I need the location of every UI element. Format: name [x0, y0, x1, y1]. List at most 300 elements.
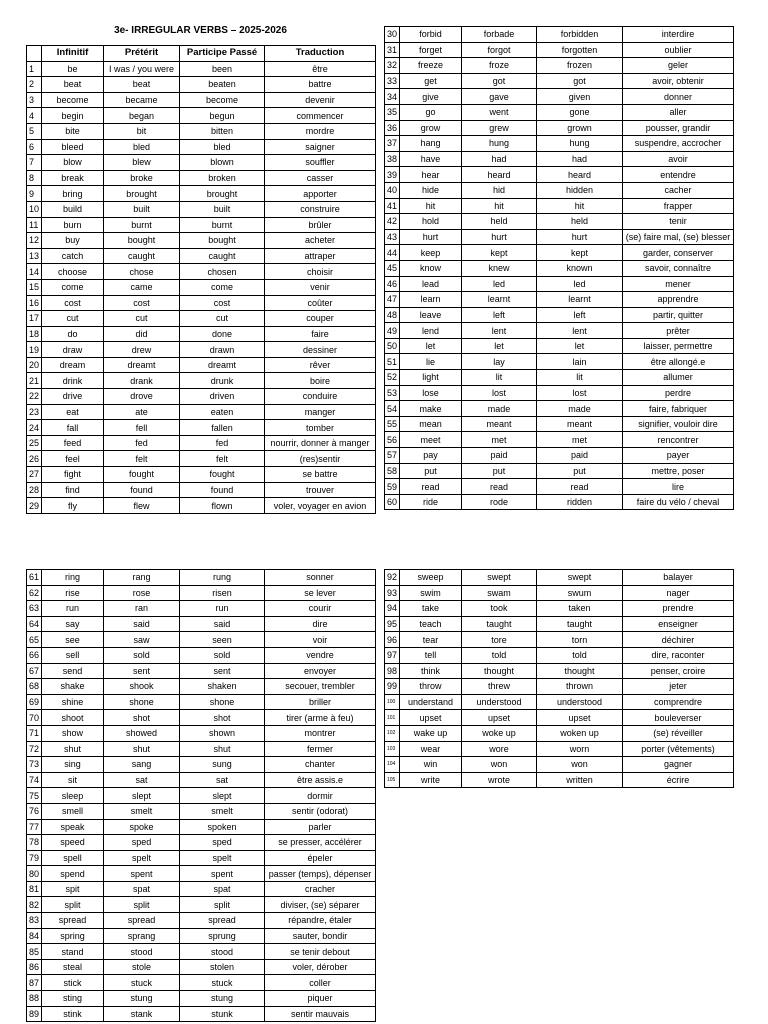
traduction-cell: allumer — [623, 370, 734, 386]
participe-cell: spoken — [180, 819, 265, 835]
preterit-cell: rode — [462, 494, 537, 510]
preterit-cell: wore — [462, 741, 537, 757]
preterit-cell: shut — [104, 741, 180, 757]
traduction-cell: partir, quitter — [623, 307, 734, 323]
infinitif-cell: spread — [42, 913, 104, 929]
participe-cell: rung — [180, 570, 265, 586]
verb-number: 64 — [27, 616, 42, 632]
verb-number: 18 — [27, 326, 42, 342]
infinitif-cell: eat — [42, 404, 104, 420]
participe-cell: had — [537, 151, 623, 167]
traduction-cell: brûler — [265, 217, 376, 233]
verb-number: 88 — [27, 991, 42, 1007]
verb-number: 49 — [385, 323, 400, 339]
participe-cell: beaten — [180, 77, 265, 93]
participe-cell: drunk — [180, 373, 265, 389]
infinitif-cell: think — [400, 663, 462, 679]
verbs-table-1 — [26, 45, 376, 514]
participe-cell: taught — [537, 616, 623, 632]
preterit-cell: broke — [104, 170, 180, 186]
table-row — [385, 89, 734, 105]
header-participe: Participe Passé — [180, 46, 265, 62]
traduction-cell: (se) réveiller — [623, 725, 734, 741]
preterit-cell: did — [104, 326, 180, 342]
table-row — [27, 944, 376, 960]
preterit-cell: sat — [104, 772, 180, 788]
table-row — [27, 373, 376, 389]
participe-cell: sent — [180, 663, 265, 679]
traduction-cell: souffler — [265, 155, 376, 171]
infinitif-cell: fall — [42, 420, 104, 436]
table-row — [27, 311, 376, 327]
table-row — [27, 170, 376, 186]
preterit-cell: began — [104, 108, 180, 124]
preterit-cell: drew — [104, 342, 180, 358]
traduction-cell: apprendre — [623, 292, 734, 308]
preterit-cell: ate — [104, 404, 180, 420]
infinitif-cell: fight — [42, 467, 104, 483]
verb-number: 43 — [385, 229, 400, 245]
verb-number: 60 — [385, 494, 400, 510]
table-row — [27, 897, 376, 913]
infinitif-cell: find — [42, 482, 104, 498]
participe-cell: sold — [180, 647, 265, 663]
preterit-cell: cut — [104, 311, 180, 327]
preterit-cell: made — [462, 401, 537, 417]
infinitif-cell: teach — [400, 616, 462, 632]
participe-cell: spread — [180, 913, 265, 929]
preterit-cell: cost — [104, 295, 180, 311]
infinitif-cell: be — [42, 61, 104, 77]
table-row — [385, 73, 734, 89]
participe-cell: swept — [537, 570, 623, 586]
traduction-cell: être allongé.e — [623, 354, 734, 370]
infinitif-cell: wake up — [400, 725, 462, 741]
table-row — [27, 264, 376, 280]
infinitif-cell: hurt — [400, 229, 462, 245]
table-row — [27, 991, 376, 1007]
verb-number: 44 — [385, 245, 400, 261]
traduction-cell: dessiner — [265, 342, 376, 358]
table-row — [27, 326, 376, 342]
preterit-cell: hung — [462, 136, 537, 152]
preterit-cell: beat — [104, 77, 180, 93]
infinitif-cell: have — [400, 151, 462, 167]
infinitif-cell: take — [400, 601, 462, 617]
preterit-cell: upset — [462, 710, 537, 726]
traduction-cell: bouleverser — [623, 710, 734, 726]
table-row — [27, 772, 376, 788]
infinitif-cell: spit — [42, 881, 104, 897]
traduction-cell: nager — [623, 585, 734, 601]
infinitif-cell: split — [42, 897, 104, 913]
traduction-cell: mener — [623, 276, 734, 292]
verb-number: 58 — [385, 463, 400, 479]
table-row — [385, 463, 734, 479]
table-row — [27, 420, 376, 436]
table-row — [385, 772, 734, 788]
table-row — [385, 338, 734, 354]
infinitif-cell: hide — [400, 182, 462, 198]
table-row — [385, 401, 734, 417]
header-preterit: Prétérit — [104, 46, 180, 62]
traduction-cell: penser, croire — [623, 663, 734, 679]
infinitif-cell: freeze — [400, 58, 462, 74]
table-row — [385, 647, 734, 663]
verb-number: 39 — [385, 167, 400, 183]
verb-number: 50 — [385, 338, 400, 354]
traduction-cell: construire — [265, 201, 376, 217]
preterit-cell: got — [462, 73, 537, 89]
table-row — [385, 260, 734, 276]
table-row — [27, 850, 376, 866]
preterit-cell: left — [462, 307, 537, 323]
header-infinitif: Infinitif — [42, 46, 104, 62]
traduction-cell: sauter, bondir — [265, 928, 376, 944]
preterit-cell: understood — [462, 694, 537, 710]
table-row — [385, 167, 734, 183]
verb-number: 51 — [385, 354, 400, 370]
verb-number: 99 — [385, 679, 400, 695]
participe-cell: told — [537, 647, 623, 663]
verb-number: 85 — [27, 944, 42, 960]
verb-number: 101 — [385, 710, 400, 726]
participe-cell: run — [180, 601, 265, 617]
participe-cell: bled — [180, 139, 265, 155]
traduction-cell: prendre — [623, 601, 734, 617]
traduction-cell: trouver — [265, 482, 376, 498]
verbs-table-4 — [384, 569, 734, 788]
infinitif-cell: light — [400, 370, 462, 386]
preterit-cell: woke up — [462, 725, 537, 741]
verb-number: 24 — [27, 420, 42, 436]
table-row — [385, 741, 734, 757]
infinitif-cell: spring — [42, 928, 104, 944]
participe-cell: spat — [180, 881, 265, 897]
traduction-cell: coller — [265, 975, 376, 991]
participe-cell: fed — [180, 435, 265, 451]
traduction-cell: secouer, trembler — [265, 679, 376, 695]
preterit-cell: hid — [462, 182, 537, 198]
infinitif-cell: run — [42, 601, 104, 617]
preterit-cell: drove — [104, 389, 180, 405]
participe-cell: shot — [180, 710, 265, 726]
traduction-cell: avoir, obtenir — [623, 73, 734, 89]
table-row — [27, 295, 376, 311]
infinitif-cell: begin — [42, 108, 104, 124]
table-row — [27, 632, 376, 648]
table-row — [27, 679, 376, 695]
infinitif-cell: know — [400, 260, 462, 276]
table-row — [27, 913, 376, 929]
infinitif-cell: put — [400, 463, 462, 479]
table-row — [385, 42, 734, 58]
verb-number: 76 — [27, 803, 42, 819]
traduction-cell: se tenir debout — [265, 944, 376, 960]
infinitif-cell: hold — [400, 214, 462, 230]
table-row — [385, 601, 734, 617]
participe-cell: gone — [537, 104, 623, 120]
table-row — [27, 819, 376, 835]
participe-cell: fought — [180, 467, 265, 483]
infinitif-cell: lend — [400, 323, 462, 339]
table-row — [27, 803, 376, 819]
participe-cell: shown — [180, 725, 265, 741]
table-row — [385, 757, 734, 773]
participe-cell: frozen — [537, 58, 623, 74]
traduction-cell: être — [265, 61, 376, 77]
traduction-cell: pousser, grandir — [623, 120, 734, 136]
participe-cell: felt — [180, 451, 265, 467]
traduction-cell: tomber — [265, 420, 376, 436]
preterit-cell: blew — [104, 155, 180, 171]
verb-number: 3 — [27, 92, 42, 108]
traduction-cell: voir — [265, 632, 376, 648]
traduction-cell: dire, raconter — [623, 647, 734, 663]
table-row — [385, 151, 734, 167]
verb-number: 98 — [385, 663, 400, 679]
traduction-cell: parler — [265, 819, 376, 835]
participe-cell: cost — [180, 295, 265, 311]
preterit-cell: spent — [104, 866, 180, 882]
table-row — [27, 616, 376, 632]
infinitif-cell: rise — [42, 585, 104, 601]
participe-cell: drawn — [180, 342, 265, 358]
traduction-cell: tirer (arme à feu) — [265, 710, 376, 726]
preterit-cell: slept — [104, 788, 180, 804]
table-row — [385, 479, 734, 495]
preterit-cell: sprang — [104, 928, 180, 944]
participe-cell: lit — [537, 370, 623, 386]
participe-cell: hit — [537, 198, 623, 214]
traduction-cell: chanter — [265, 757, 376, 773]
verb-number: 20 — [27, 357, 42, 373]
infinitif-cell: sting — [42, 991, 104, 1007]
infinitif-cell: sell — [42, 647, 104, 663]
traduction-cell: courir — [265, 601, 376, 617]
preterit-cell: went — [462, 104, 537, 120]
table-row — [27, 710, 376, 726]
table-row — [27, 451, 376, 467]
participe-cell: torn — [537, 632, 623, 648]
infinitif-cell: mean — [400, 416, 462, 432]
infinitif-cell: sing — [42, 757, 104, 773]
participe-cell: burnt — [180, 217, 265, 233]
traduction-cell: couper — [265, 311, 376, 327]
preterit-cell: hurt — [462, 229, 537, 245]
page-title: 3e- IRREGULAR VERBS – 2025-2026 — [114, 25, 287, 36]
infinitif-cell: dream — [42, 357, 104, 373]
traduction-cell: montrer — [265, 725, 376, 741]
participe-cell: forgotten — [537, 42, 623, 58]
preterit-cell: put — [462, 463, 537, 479]
verb-number: 23 — [27, 404, 42, 420]
participe-cell: understood — [537, 694, 623, 710]
preterit-cell: lent — [462, 323, 537, 339]
participe-cell: smelt — [180, 803, 265, 819]
verb-number: 9 — [27, 186, 42, 202]
verb-number: 89 — [27, 1006, 42, 1022]
participe-cell: split — [180, 897, 265, 913]
table-row — [27, 123, 376, 139]
verb-number: 14 — [27, 264, 42, 280]
verb-number: 40 — [385, 182, 400, 198]
infinitif-cell: understand — [400, 694, 462, 710]
traduction-cell: rêver — [265, 357, 376, 373]
table-row — [385, 276, 734, 292]
participe-cell: said — [180, 616, 265, 632]
verb-number: 28 — [27, 482, 42, 498]
preterit-cell: chose — [104, 264, 180, 280]
traduction-cell: laisser, permettre — [623, 338, 734, 354]
participe-cell: made — [537, 401, 623, 417]
participe-cell: sung — [180, 757, 265, 773]
preterit-cell: rose — [104, 585, 180, 601]
table-row — [27, 975, 376, 991]
preterit-cell: met — [462, 432, 537, 448]
preterit-cell: told — [462, 647, 537, 663]
traduction-cell: cracher — [265, 881, 376, 897]
participe-cell: risen — [180, 585, 265, 601]
participe-cell: built — [180, 201, 265, 217]
participe-cell: fallen — [180, 420, 265, 436]
participe-cell: won — [537, 757, 623, 773]
infinitif-cell: blow — [42, 155, 104, 171]
infinitif-cell: go — [400, 104, 462, 120]
verb-number: 75 — [27, 788, 42, 804]
infinitif-cell: swim — [400, 585, 462, 601]
participe-cell: held — [537, 214, 623, 230]
infinitif-cell: show — [42, 725, 104, 741]
table-row — [27, 835, 376, 851]
table-row — [385, 616, 734, 632]
preterit-cell: hit — [462, 198, 537, 214]
traduction-cell: garder, conserver — [623, 245, 734, 261]
preterit-cell: stood — [104, 944, 180, 960]
preterit-cell: had — [462, 151, 537, 167]
table-row — [27, 1006, 376, 1022]
preterit-cell: drank — [104, 373, 180, 389]
preterit-cell: stung — [104, 991, 180, 1007]
participe-cell: come — [180, 279, 265, 295]
verb-number: 10 — [27, 201, 42, 217]
infinitif-cell: throw — [400, 679, 462, 695]
preterit-cell: rang — [104, 570, 180, 586]
participe-cell: put — [537, 463, 623, 479]
traduction-cell: (se) faire mal, (se) blesser — [623, 229, 734, 245]
traduction-cell: comprendre — [623, 694, 734, 710]
traduction-cell: aller — [623, 104, 734, 120]
verb-number: 65 — [27, 632, 42, 648]
table-row — [27, 389, 376, 405]
verb-number: 48 — [385, 307, 400, 323]
table-row — [27, 357, 376, 373]
participe-cell: bought — [180, 233, 265, 249]
participe-cell: spent — [180, 866, 265, 882]
participe-cell: stung — [180, 991, 265, 1007]
traduction-cell: jeter — [623, 679, 734, 695]
verb-number: 97 — [385, 647, 400, 663]
verb-number: 16 — [27, 295, 42, 311]
verb-number: 81 — [27, 881, 42, 897]
table-row — [385, 198, 734, 214]
traduction-cell: être assis.e — [265, 772, 376, 788]
table-row — [385, 663, 734, 679]
participe-cell: upset — [537, 710, 623, 726]
verb-number: 100 — [385, 694, 400, 710]
table-row — [27, 694, 376, 710]
traduction-cell: geler — [623, 58, 734, 74]
infinitif-cell: tell — [400, 647, 462, 663]
infinitif-cell: hear — [400, 167, 462, 183]
traduction-cell: acheter — [265, 233, 376, 249]
preterit-cell: brought — [104, 186, 180, 202]
infinitif-cell: sleep — [42, 788, 104, 804]
preterit-cell: spread — [104, 913, 180, 929]
preterit-cell: thought — [462, 663, 537, 679]
traduction-cell: apporter — [265, 186, 376, 202]
verb-number: 103 — [385, 741, 400, 757]
traduction-cell: cacher — [623, 182, 734, 198]
verb-number: 56 — [385, 432, 400, 448]
table-row — [27, 77, 376, 93]
participe-cell: been — [180, 61, 265, 77]
table-row — [27, 881, 376, 897]
preterit-cell: lay — [462, 354, 537, 370]
preterit-cell: froze — [462, 58, 537, 74]
table-row — [27, 61, 376, 77]
participe-cell: thought — [537, 663, 623, 679]
traduction-cell: frapper — [623, 198, 734, 214]
traduction-cell: interdire — [623, 27, 734, 43]
table-row — [27, 279, 376, 295]
participe-cell: brought — [180, 186, 265, 202]
infinitif-cell: spend — [42, 866, 104, 882]
traduction-cell: battre — [265, 77, 376, 93]
infinitif-cell: stand — [42, 944, 104, 960]
participe-cell: stolen — [180, 959, 265, 975]
preterit-cell: tore — [462, 632, 537, 648]
infinitif-cell: break — [42, 170, 104, 186]
infinitif-cell: buy — [42, 233, 104, 249]
traduction-cell: sentir mauvais — [265, 1006, 376, 1022]
infinitif-cell: meet — [400, 432, 462, 448]
infinitif-cell: pay — [400, 448, 462, 464]
preterit-cell: fought — [104, 467, 180, 483]
verb-number: 31 — [385, 42, 400, 58]
infinitif-cell: ride — [400, 494, 462, 510]
verb-number: 37 — [385, 136, 400, 152]
preterit-cell: stank — [104, 1006, 180, 1022]
traduction-cell: commencer — [265, 108, 376, 124]
header-row — [27, 46, 376, 62]
table-row — [385, 27, 734, 43]
preterit-cell: read — [462, 479, 537, 495]
participe-cell: driven — [180, 389, 265, 405]
traduction-cell: venir — [265, 279, 376, 295]
infinitif-cell: leave — [400, 307, 462, 323]
preterit-cell: lost — [462, 385, 537, 401]
traduction-cell: choisir — [265, 264, 376, 280]
table-row — [27, 233, 376, 249]
verb-number: 22 — [27, 389, 42, 405]
verb-number: 92 — [385, 570, 400, 586]
infinitif-cell: do — [42, 326, 104, 342]
preterit-cell: smelt — [104, 803, 180, 819]
verb-number: 84 — [27, 928, 42, 944]
participe-cell: heard — [537, 167, 623, 183]
infinitif-cell: shut — [42, 741, 104, 757]
